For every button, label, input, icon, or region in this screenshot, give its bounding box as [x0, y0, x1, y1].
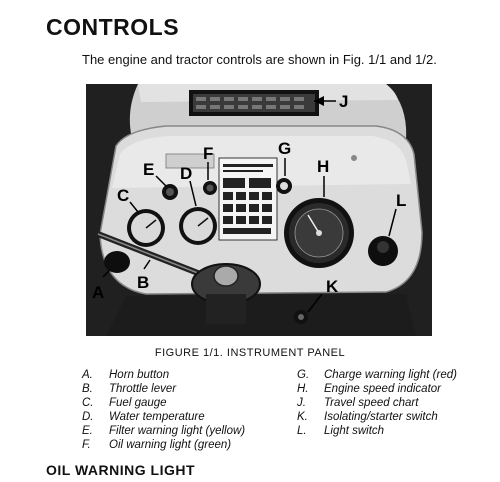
callout-k: K [326, 277, 339, 296]
legend-item [297, 410, 457, 424]
legend-key: J. [297, 397, 306, 409]
legend-item [82, 438, 245, 452]
callout-a: A [92, 283, 105, 302]
legend-item [82, 424, 245, 438]
legend-key: G. [297, 369, 310, 381]
legend-key: E. [82, 425, 93, 437]
legend-item [297, 382, 457, 396]
legend-key: F. [82, 439, 91, 451]
legend-label: Light switch [324, 425, 385, 437]
callout-e: E [143, 160, 155, 179]
legend-item [297, 396, 457, 410]
legend-key: L. [297, 425, 307, 437]
legend-label: Fuel gauge [109, 397, 167, 409]
legend-label: Charge warning light (red) [324, 369, 457, 381]
callout-l: L [396, 191, 407, 210]
callout-h: H [317, 157, 330, 176]
legend-item [82, 410, 245, 424]
legend-key: B. [82, 383, 93, 395]
callout-f: F [203, 144, 214, 163]
callout-j: J [339, 92, 349, 111]
legend-label: Oil warning light (green) [109, 439, 232, 451]
horn-button [104, 251, 130, 273]
legend-label: Filter warning light (yellow) [109, 425, 246, 437]
legend-key: D. [82, 411, 94, 423]
legend-item [297, 424, 457, 438]
legend-item [82, 368, 245, 382]
callout-b: B [137, 273, 150, 292]
legend-key: A. [82, 369, 93, 381]
legend-left [82, 368, 245, 452]
legend-label: Isolating/starter switch [324, 411, 438, 423]
legend-item [297, 368, 457, 382]
callout-c: C [117, 186, 130, 205]
legend-label: Travel speed chart [324, 397, 419, 409]
legend-label: Engine speed indicator [324, 383, 441, 395]
legend-right [297, 368, 457, 438]
legend-key: H. [297, 383, 309, 395]
callout-g: G [278, 139, 292, 158]
legend-item [82, 382, 245, 396]
legend-label: Water temperature [109, 411, 205, 423]
callout-d: D [180, 164, 193, 183]
page-heading: CONTROLS [46, 14, 180, 40]
instrument-panel-photo [86, 84, 432, 336]
figure-caption: FIGURE 1/1. INSTRUMENT PANEL [154, 347, 346, 359]
legend-key: C. [82, 397, 94, 409]
intro-text: The engine and tractor controls are shown in Fig. 1/1 and 1/2. [82, 52, 437, 67]
legend-key: K. [297, 411, 308, 423]
section-heading: OIL WARNING LIGHT [46, 462, 196, 478]
legend-label: Horn button [109, 369, 170, 381]
legend-item [82, 396, 245, 410]
legend-label: Throttle lever [109, 383, 177, 395]
